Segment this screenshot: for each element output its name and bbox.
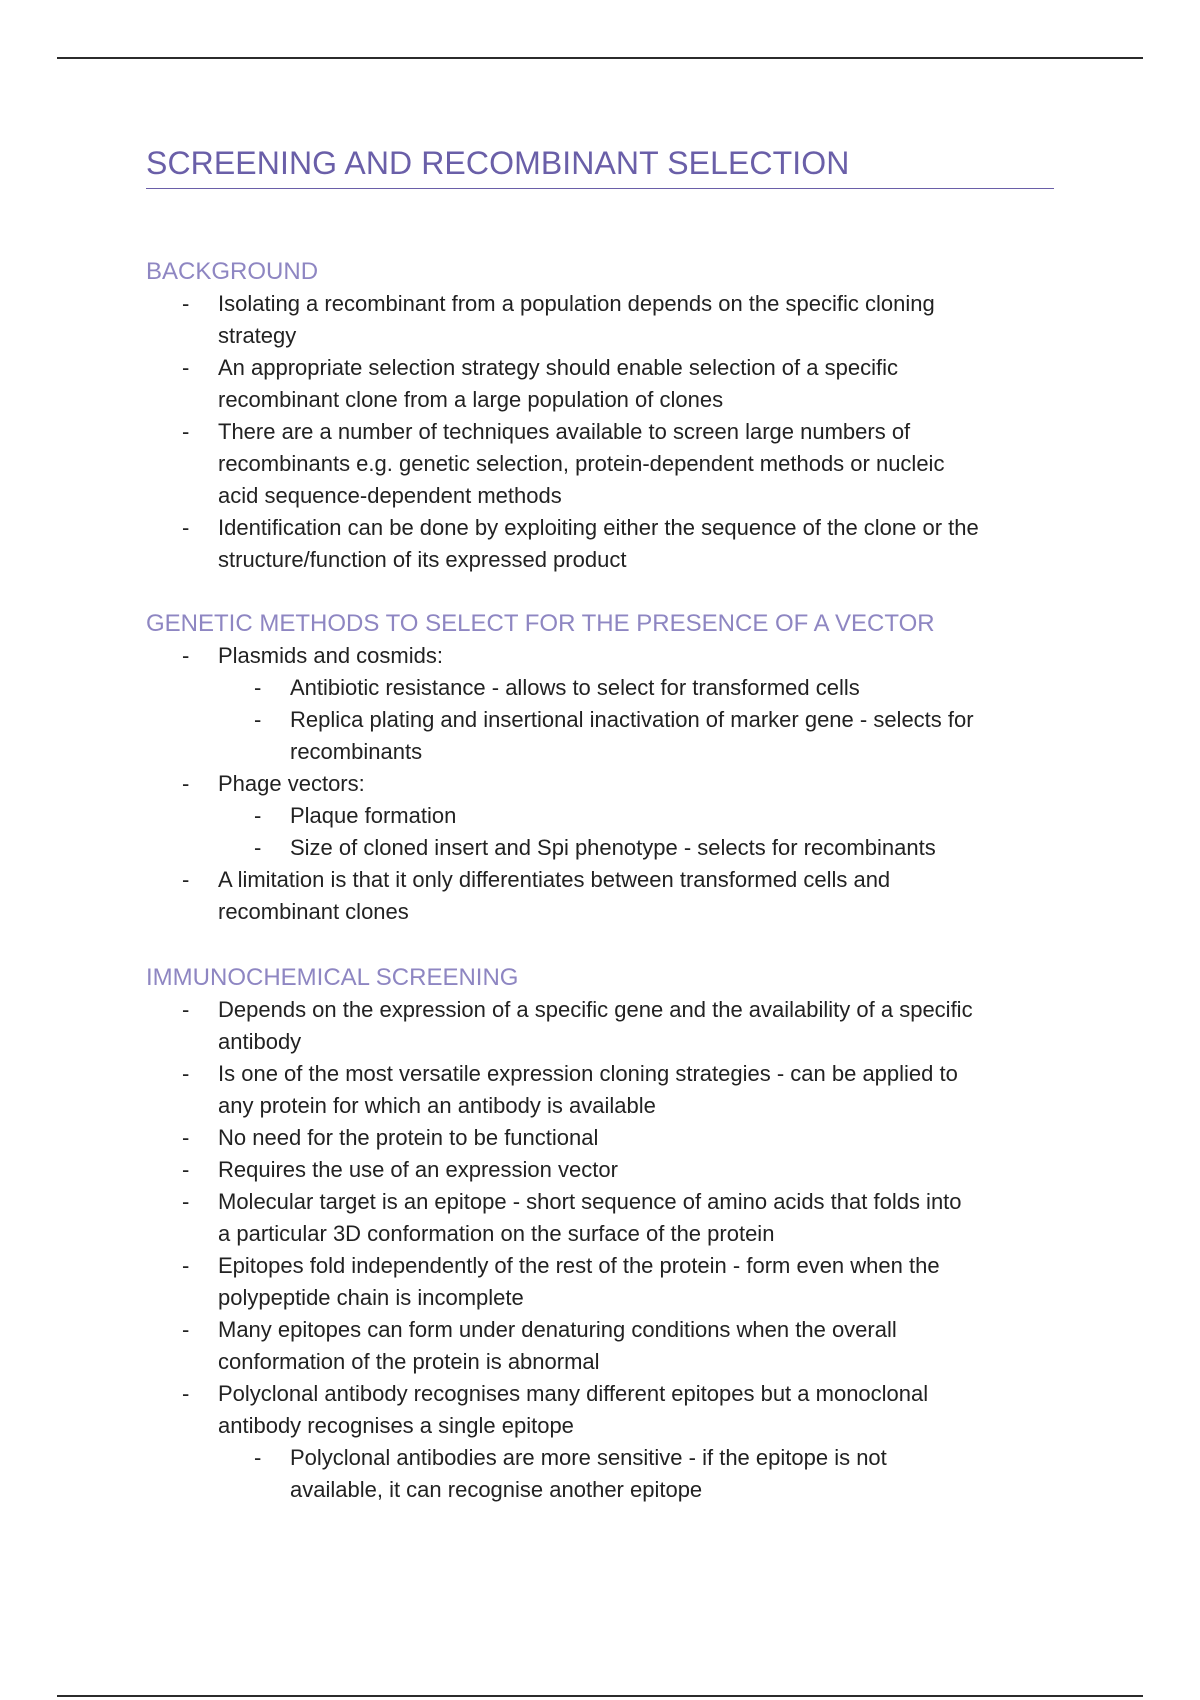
- bullet-item: - Plasmids and cosmids:: [146, 640, 1054, 672]
- section-heading-immunochemical-screening: IMMUNOCHEMICAL SCREENING: [146, 964, 519, 991]
- bullet-item: - Molecular target is an epitope - short sequence of amino acids that folds into a particular 3D conformation on the surface of the protein: [146, 1186, 1054, 1250]
- bullet-item: - There are a number of techniques available to screen large numbers of recombinants e.g. genetic selection, protein-dependent methods or nucleic acid sequence-dependent methods: [146, 416, 1054, 512]
- bullet-item: - Polyclonal antibody recognises many different epitopes but a monoclonal antibody recognises a single epitope: [146, 1378, 1054, 1442]
- bullet-item: - Epitopes fold independently of the rest of the protein - form even when the polypeptide chain is incomplete: [146, 1250, 1054, 1314]
- bullet-item: - Requires the use of an expression vector: [146, 1154, 1054, 1186]
- bullet-item: - Isolating a recombinant from a population depends on the specific cloning strategy: [146, 288, 1054, 352]
- bullet-item: - Many epitopes can form under denaturing conditions when the overall conformation of the protein is abnormal: [146, 1314, 1054, 1378]
- sub-bullet-item: - Size of cloned insert and Spi phenotype - selects for recombinants: [146, 832, 1054, 864]
- bullet-item: - An appropriate selection strategy should enable selection of a specific recombinant clone from a large population of clones: [146, 352, 1054, 416]
- sub-bullet-item: - Plaque formation: [146, 800, 1054, 832]
- bullet-item: - Identification can be done by exploiting either the sequence of the clone or the structure/function of its expressed product: [146, 512, 1054, 576]
- page-top-rule: [57, 57, 1143, 59]
- page-bottom-rule: [57, 1695, 1143, 1697]
- bullet-item: - A limitation is that it only differentiates between transformed cells and recombinant clones: [146, 864, 1054, 928]
- section-heading-background: BACKGROUND: [146, 258, 319, 285]
- document-body: [146, 145, 1054, 1506]
- bullet-item: - No need for the protein to be functional: [146, 1122, 1054, 1154]
- sub-bullet-item: - Replica plating and insertional inactivation of marker gene - selects for recombinants: [146, 704, 1054, 768]
- bullet-item: - Is one of the most versatile expression cloning strategies - can be applied to any protein for which an antibody is available: [146, 1058, 1054, 1122]
- bullet-item: - Phage vectors:: [146, 768, 1054, 800]
- section-background: [146, 256, 1054, 576]
- section-genetic-methods: [146, 608, 1054, 928]
- section-immunochemical-screening: [146, 962, 1054, 1506]
- section-heading-genetic-methods: GENETIC METHODS TO SELECT FOR THE PRESENCE OF A VECTOR: [146, 610, 935, 637]
- bullet-item: - Depends on the expression of a specific gene and the availability of a specific antibody: [146, 994, 1054, 1058]
- document-title: SCREENING AND RECOMBINANT SELECTION: [146, 145, 1054, 189]
- sub-bullet-item: - Antibiotic resistance - allows to select for transformed cells: [146, 672, 1054, 704]
- sub-bullet-item: - Polyclonal antibodies are more sensitive - if the epitope is not available, it can recognise another epitope: [146, 1442, 1054, 1506]
